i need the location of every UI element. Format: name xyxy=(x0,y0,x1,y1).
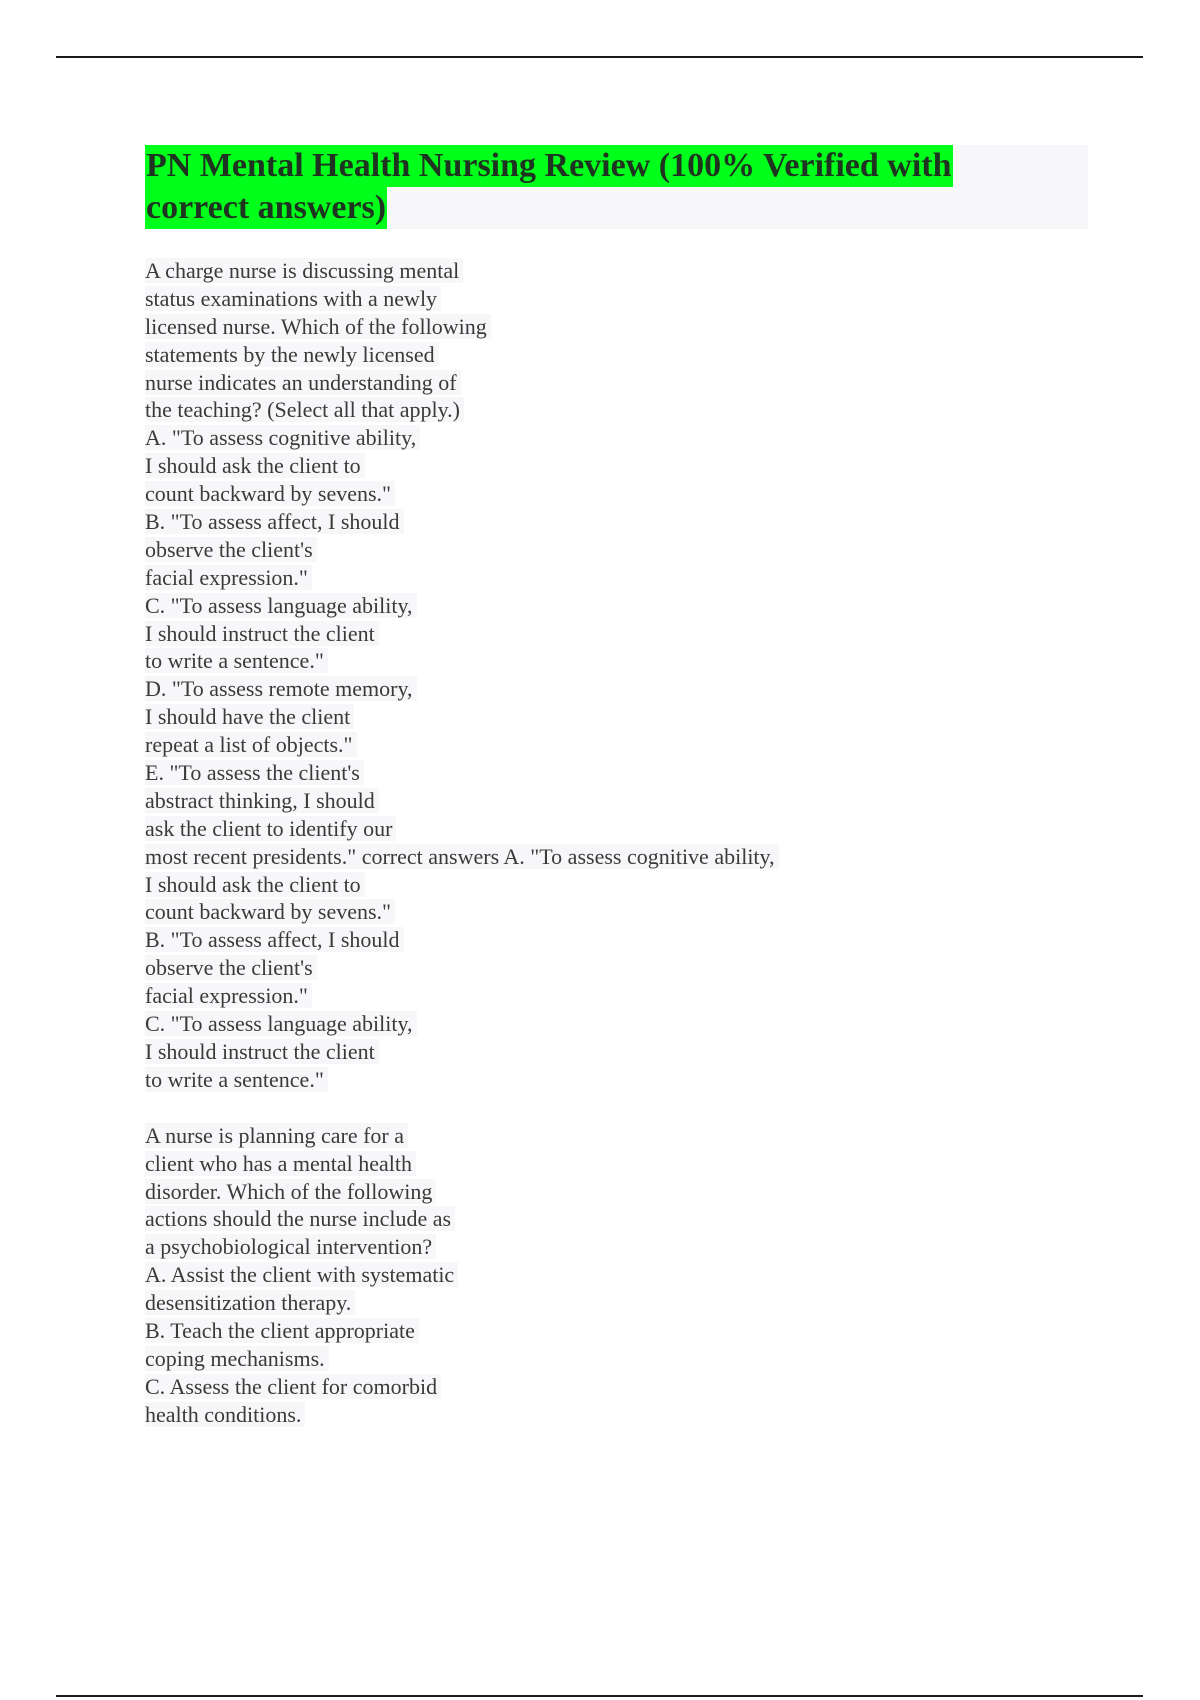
option-line: observe the client's xyxy=(145,536,1045,564)
answer-line: count backward by sevens." xyxy=(145,898,1045,926)
text-line: A nurse is planning care for a xyxy=(145,1122,1045,1150)
text-line: nurse indicates an understanding of xyxy=(145,369,1045,397)
option-line: coping mechanisms. xyxy=(145,1345,1045,1373)
answer-line: most recent presidents." correct answers A. "To assess cognitive ability, xyxy=(145,843,1045,871)
text-line: disorder. Which of the following xyxy=(145,1178,1045,1206)
option-line: health conditions. xyxy=(145,1401,1045,1429)
option-line: I should instruct the client xyxy=(145,620,1045,648)
paragraph-gap xyxy=(145,1094,1045,1122)
document-body xyxy=(145,257,1045,1429)
answer-line: observe the client's xyxy=(145,954,1045,982)
option-line: D. "To assess remote memory, xyxy=(145,675,1045,703)
text-line: licensed nurse. Which of the following xyxy=(145,313,1045,341)
option-line: ask the client to identify our xyxy=(145,815,1045,843)
page-title xyxy=(145,145,1025,229)
option-line: A. Assist the client with systematic xyxy=(145,1261,1045,1289)
answer-line: C. "To assess language ability, xyxy=(145,1010,1045,1038)
top-rule xyxy=(56,56,1143,58)
option-line: C. "To assess language ability, xyxy=(145,592,1045,620)
option-line: facial expression." xyxy=(145,564,1045,592)
text-line: actions should the nurse include as xyxy=(145,1205,1045,1233)
question-2 xyxy=(145,1122,1045,1429)
option-line: E. "To assess the client's xyxy=(145,759,1045,787)
bottom-rule xyxy=(56,1695,1143,1697)
option-line: A. "To assess cognitive ability, xyxy=(145,424,1045,452)
option-line: C. Assess the client for comorbid xyxy=(145,1373,1045,1401)
answer-line: B. "To assess affect, I should xyxy=(145,926,1045,954)
text-line: client who has a mental health xyxy=(145,1150,1045,1178)
option-line: desensitization therapy. xyxy=(145,1289,1045,1317)
text-line: a psychobiological intervention? xyxy=(145,1233,1045,1261)
text-line: A charge nurse is discussing mental xyxy=(145,257,1045,285)
option-line: B. Teach the client appropriate xyxy=(145,1317,1045,1345)
option-line: B. "To assess affect, I should xyxy=(145,508,1045,536)
option-line: I should ask the client to xyxy=(145,452,1045,480)
option-line: repeat a list of objects." xyxy=(145,731,1045,759)
text-line: status examinations with a newly xyxy=(145,285,1045,313)
answer-line: I should instruct the client xyxy=(145,1038,1045,1066)
answer-line: to write a sentence." xyxy=(145,1066,1045,1094)
option-line: to write a sentence." xyxy=(145,647,1045,675)
option-line: I should have the client xyxy=(145,703,1045,731)
text-line: the teaching? (Select all that apply.) xyxy=(145,396,1045,424)
question-1 xyxy=(145,257,1045,1094)
text-line: statements by the newly licensed xyxy=(145,341,1045,369)
title-line: correct answers) xyxy=(145,187,387,229)
answer-line: facial expression." xyxy=(145,982,1045,1010)
answer-line: I should ask the client to xyxy=(145,871,1045,899)
option-line: count backward by sevens." xyxy=(145,480,1045,508)
option-line: abstract thinking, I should xyxy=(145,787,1045,815)
title-line: PN Mental Health Nursing Review (100% Verified with xyxy=(145,145,953,187)
title-block xyxy=(145,145,1088,229)
